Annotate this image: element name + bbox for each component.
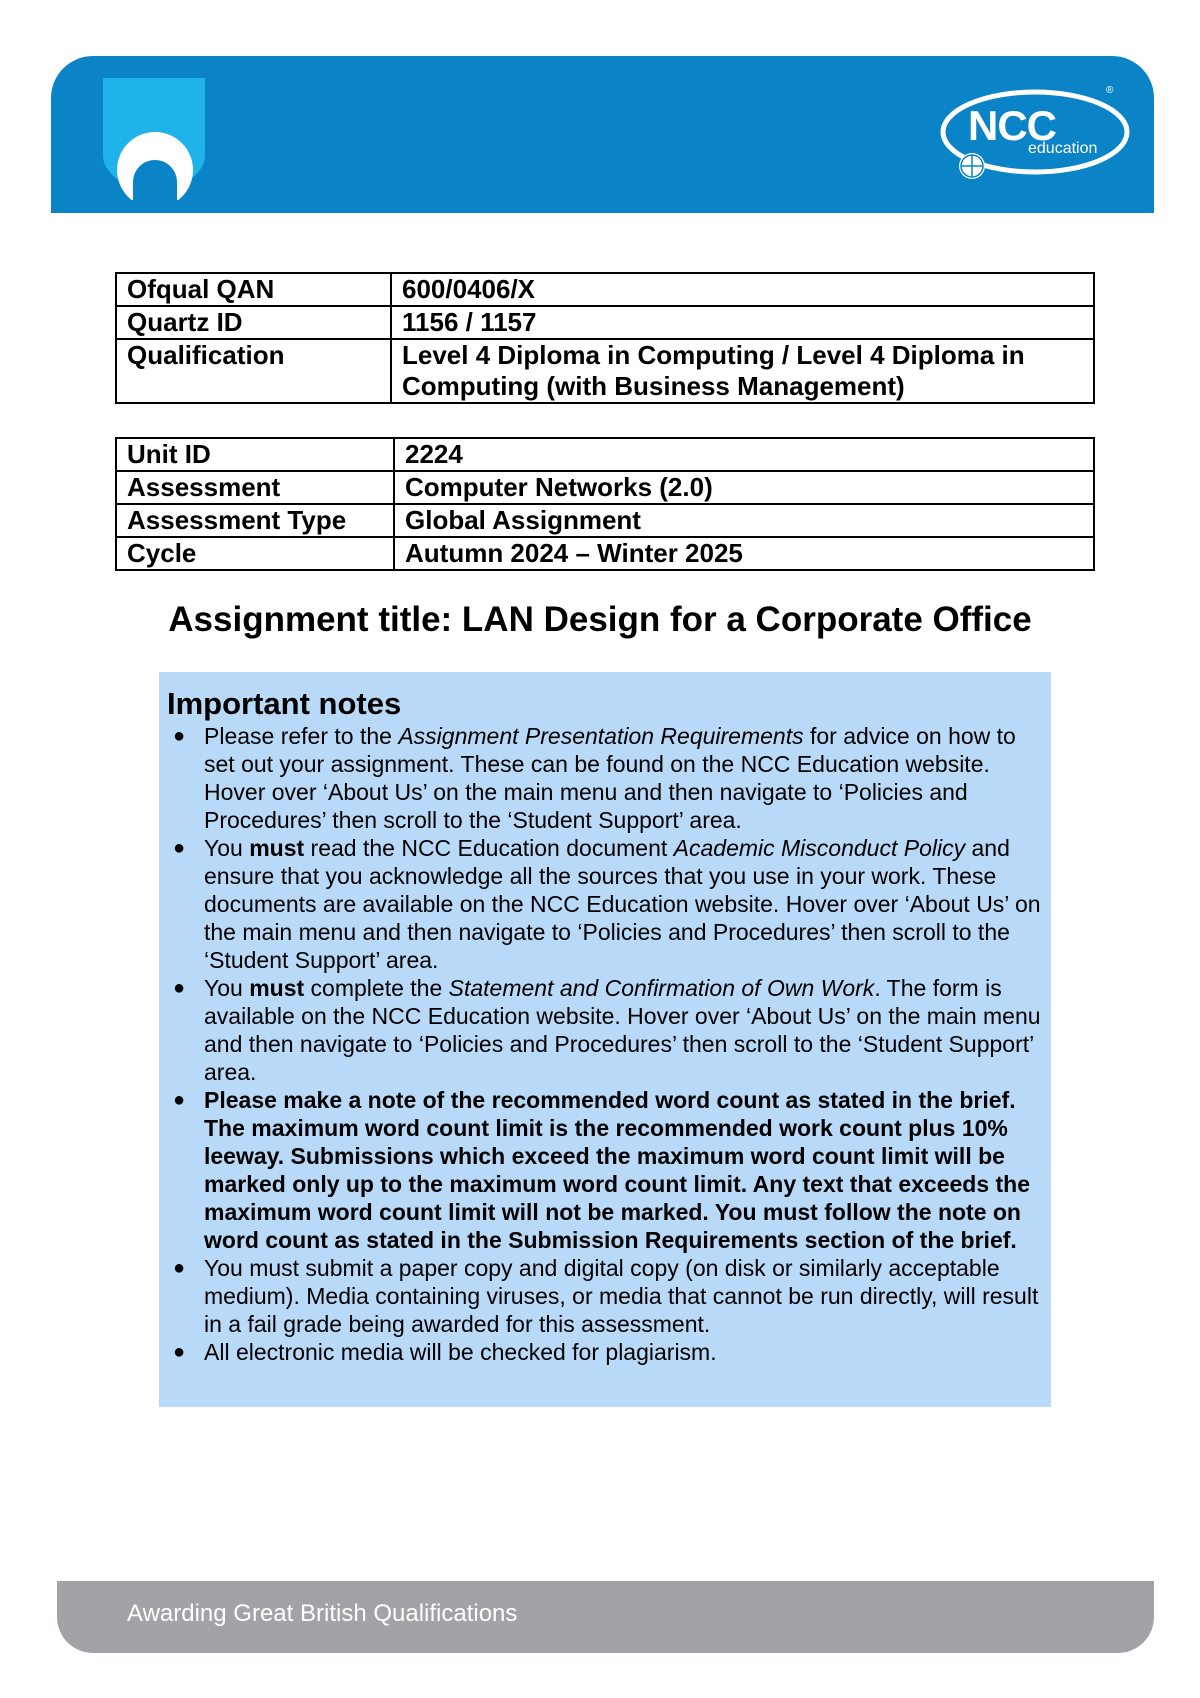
table-label: Ofqual QAN — [116, 273, 391, 306]
unit-table — [115, 437, 1095, 571]
note-text: You must submit a paper copy and digital copy (on disk or similarly acceptable medium). Media containing viruses, or media that cannot be run directly, will result in a fail grade being awarded for this assessment. — [204, 1255, 1039, 1337]
table-value: Computer Networks (2.0) — [394, 471, 1094, 504]
registered-mark: ® — [1106, 85, 1114, 96]
table-label: Cycle — [116, 537, 394, 570]
note-text: You — [204, 975, 250, 1001]
note-emphasis: must — [249, 835, 305, 861]
note-text: for advice on how to set out your assignment. These can be found on the NCC Education website. Hover over ‘About Us’ on the main menu and then navigate to ‘Policies and Procedures’ then scroll to the ‘Student Support’ area. — [204, 723, 1016, 833]
shield-logo-icon — [103, 78, 205, 200]
table-row — [116, 339, 1094, 403]
table-row — [116, 306, 1094, 339]
important-notes-box — [159, 672, 1051, 1407]
notes-title: Important notes — [167, 686, 402, 721]
list-item — [167, 1254, 1041, 1338]
note-document-name: Statement and Confirmation of Own Work — [448, 975, 875, 1001]
table-value: 600/0406/X — [391, 273, 1094, 306]
list-item — [167, 1086, 1041, 1254]
note-document-name: Academic Misconduct Policy — [673, 835, 966, 861]
note-text: Please refer to the — [204, 723, 399, 749]
table-label: Assessment Type — [116, 504, 394, 537]
logo-education-text: education — [1028, 140, 1098, 157]
table-value: 1156 / 1157 — [391, 306, 1094, 339]
table-value: Autumn 2024 – Winter 2025 — [394, 537, 1094, 570]
bullet-icon: ● — [173, 837, 186, 859]
note-text: complete the — [304, 975, 449, 1001]
table-row — [116, 504, 1094, 537]
note-text: and ensure that you acknowledge all the sources that you use in your work. These documents are available on the NCC Education website. Hover over ‘About Us’ on the main menu and then navigate to ‘Policies and Procedures’ then scroll to the ‘Student Support’ area. — [204, 835, 1041, 973]
bullet-icon: ● — [173, 725, 186, 747]
qualification-table — [115, 272, 1095, 404]
table-value: Global Assignment — [394, 504, 1094, 537]
table-label: Assessment — [116, 471, 394, 504]
table-row — [116, 471, 1094, 504]
bullet-icon: ● — [173, 1089, 186, 1111]
list-item — [167, 722, 1041, 834]
note-text: . The form is available on the NCC Education website. Hover over ‘About Us’ on the main menu and then navigate to ‘Policies and Procedures’ then scroll to the ‘Student Support’ area. — [204, 975, 1041, 1085]
note-text: read the NCC Education document — [304, 835, 674, 861]
table-value: 2224 — [394, 438, 1094, 471]
footer-tagline: Awarding Great British Qualifications — [127, 1600, 518, 1627]
table-label: Unit ID — [116, 438, 394, 471]
bullet-icon: ● — [173, 977, 186, 999]
list-item — [167, 834, 1041, 974]
table-row — [116, 273, 1094, 306]
assignment-title: Assignment title: LAN Design for a Corporate Office — [168, 600, 1032, 639]
table-row — [116, 537, 1094, 570]
notes-list — [167, 722, 1041, 1366]
bullet-icon: ● — [173, 1341, 186, 1363]
note-word-count-text: Please make a note of the recommended word count as stated in the brief. The maximum word count limit is the recommended work count plus 10% leeway. Submissions which exceed the maximum word count limit will be marked only up to the maximum word count limit. Any text that exceeds the maximum word count limit will not be marked. You must follow the note on word count as stated in the Submission Requirements section of the brief. — [204, 1087, 1031, 1253]
table-value: Level 4 Diploma in Computing / Level 4 Diploma in Computing (with Business Management) — [391, 339, 1094, 403]
note-text: All electronic media will be checked for plagiarism. — [204, 1339, 717, 1365]
table-row — [116, 438, 1094, 471]
ncc-education-logo — [930, 80, 1130, 190]
bullet-icon: ● — [173, 1257, 186, 1279]
note-text: You — [204, 835, 250, 861]
table-label: Quartz ID — [116, 306, 391, 339]
table-label: Qualification — [116, 339, 391, 403]
note-document-name: Assignment Presentation Requirements — [398, 723, 804, 749]
logo-ncc-text: NCC — [968, 102, 1056, 149]
list-item — [167, 1338, 1041, 1366]
note-emphasis: must — [249, 975, 305, 1001]
list-item — [167, 974, 1041, 1086]
